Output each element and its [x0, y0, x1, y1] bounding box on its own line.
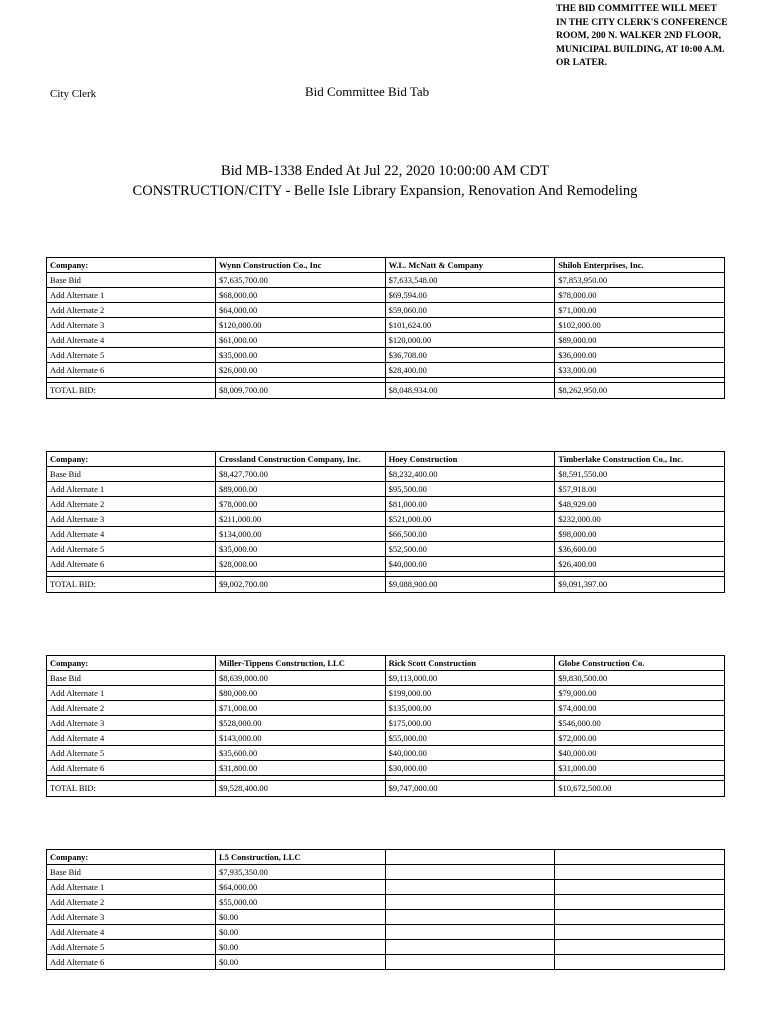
table-row [47, 542, 725, 557]
row-label: Add Alternate 4 [47, 333, 216, 348]
bid-amount: $81,000.00 [385, 497, 555, 512]
row-label: Base Bid [47, 273, 216, 288]
bid-amount: $36,000.00 [555, 348, 725, 363]
row-label: Add Alternate 4 [47, 731, 216, 746]
table-row [47, 955, 725, 970]
total-amount: $8,048,934.00 [385, 383, 555, 399]
bid-amount: $95,500.00 [385, 482, 555, 497]
company-name [555, 850, 725, 865]
row-label: Add Alternate 2 [47, 303, 216, 318]
table-row [47, 273, 725, 288]
table-row [47, 746, 725, 761]
bid-amount: $26,000.00 [216, 363, 386, 378]
total-amount: $9,091,397.00 [555, 577, 725, 593]
company-name: Timberlake Construction Co., Inc. [555, 452, 725, 467]
bid-amount [555, 925, 725, 940]
bid-amount: $78,000.00 [216, 497, 386, 512]
bid-amount: $102,000.00 [555, 318, 725, 333]
total-amount: $8,262,950.00 [555, 383, 725, 399]
bid-amount: $7,935,350.00 [216, 865, 386, 880]
bid-amount: $120,000.00 [216, 318, 386, 333]
row-label: Add Alternate 2 [47, 497, 216, 512]
bid-amount: $120,000.00 [385, 333, 555, 348]
bid-amount: $232,000.00 [555, 512, 725, 527]
bid-amount: $7,633,548.00 [385, 273, 555, 288]
bid-amount: $7,635,700.00 [216, 273, 386, 288]
bid-amount: $211,000.00 [216, 512, 386, 527]
table-row [47, 716, 725, 731]
total-row [47, 383, 725, 399]
bid-amount: $31,800.00 [216, 761, 386, 776]
table-row [47, 671, 725, 686]
company-name: Crossland Construction Company, Inc. [216, 452, 386, 467]
table-header-row [47, 850, 725, 865]
company-name [385, 850, 555, 865]
table-row [47, 895, 725, 910]
table-row [47, 482, 725, 497]
bid-amount: $55,000.00 [385, 731, 555, 746]
table-row [47, 940, 725, 955]
bid-amount [385, 925, 555, 940]
company-name: Hoey Construction [385, 452, 555, 467]
bid-amount: $79,000.00 [555, 686, 725, 701]
table-row [47, 303, 725, 318]
bid-amount: $528,000.00 [216, 716, 386, 731]
row-label: Add Alternate 3 [47, 318, 216, 333]
page-title: Bid Committee Bid Tab [305, 84, 430, 99]
row-label: Add Alternate 1 [47, 482, 216, 497]
row-label: Add Alternate 2 [47, 701, 216, 716]
table-header-row [47, 258, 725, 273]
bid-amount: $59,060.00 [385, 303, 555, 318]
bid-amount [555, 895, 725, 910]
table-row [47, 865, 725, 880]
bid-table-1 [46, 257, 725, 399]
bid-amount: $61,000.00 [216, 333, 386, 348]
bid-amount: $546,000.00 [555, 716, 725, 731]
row-label: Add Alternate 5 [47, 746, 216, 761]
total-amount: $9,747,000.00 [385, 781, 555, 797]
bid-amount: $28,000.00 [216, 557, 386, 572]
table-row [47, 318, 725, 333]
row-label: Base Bid [47, 671, 216, 686]
bid-amount [555, 955, 725, 970]
row-label: Add Alternate 2 [47, 895, 216, 910]
company-name: Wynn Construction Co., Inc [216, 258, 386, 273]
bid-amount [385, 955, 555, 970]
row-label: Add Alternate 4 [47, 527, 216, 542]
meeting-notice: THE BID COMMITTEE WILL MEET IN THE CITY CLERK'S CONFERENCE ROOM, 200 N. WALKER 2ND FLOOR, MUNICIPAL BUILDING, AT 10:00 A.M. OR LATER. [556, 4, 728, 68]
row-label: Add Alternate 3 [47, 910, 216, 925]
bid-amount: $35,000.00 [216, 348, 386, 363]
total-row [47, 577, 725, 593]
table-row [47, 701, 725, 716]
row-label: Add Alternate 3 [47, 716, 216, 731]
bid-amount: $69,594.00 [385, 288, 555, 303]
bid-amount: $72,000.00 [555, 731, 725, 746]
bid-amount: $35,000.00 [216, 542, 386, 557]
bid-amount: $521,000.00 [385, 512, 555, 527]
table-row [47, 527, 725, 542]
company-name: L5 Construction, LLC [216, 850, 386, 865]
bid-amount: $135,000.00 [385, 701, 555, 716]
table-row [47, 686, 725, 701]
bid-amount: $89,000.00 [216, 482, 386, 497]
table-row [47, 348, 725, 363]
company-label: Company: [47, 656, 216, 671]
bid-amount: $68,000.00 [216, 288, 386, 303]
row-label: Add Alternate 5 [47, 940, 216, 955]
bid-amount [555, 910, 725, 925]
bid-amount: $101,624.00 [385, 318, 555, 333]
table-row [47, 288, 725, 303]
bid-amount: $78,000.00 [555, 288, 725, 303]
total-label: TOTAL BID: [47, 383, 216, 399]
bid-amount: $40,000.00 [555, 746, 725, 761]
total-label: TOTAL BID: [47, 781, 216, 797]
bid-amount: $8,427,700.00 [216, 467, 386, 482]
row-label: Base Bid [47, 467, 216, 482]
bid-amount: $74,000.00 [555, 701, 725, 716]
company-name: Shiloh Enterprises, Inc. [555, 258, 725, 273]
row-label: Add Alternate 6 [47, 761, 216, 776]
bid-amount: $0.00 [216, 955, 386, 970]
company-label: Company: [47, 258, 216, 273]
bid-amount [385, 880, 555, 895]
city-clerk-label: City Clerk [50, 88, 97, 100]
bid-amount: $7,853,950.00 [555, 273, 725, 288]
table-header-row [47, 656, 725, 671]
bid-table-2 [46, 451, 725, 593]
bid-amount: $40,000.00 [385, 746, 555, 761]
bid-amount: $9,830,500.00 [555, 671, 725, 686]
bid-description-line: CONSTRUCTION/CITY - Belle Isle Library Expansion, Renovation And Remodeling [132, 183, 638, 199]
bid-amount: $48,929.00 [555, 497, 725, 512]
bid-amount: $55,000.00 [216, 895, 386, 910]
row-label: Base Bid [47, 865, 216, 880]
bid-amount: $0.00 [216, 925, 386, 940]
bid-amount: $36,708.00 [385, 348, 555, 363]
total-row [47, 781, 725, 797]
bid-amount: $64,000.00 [216, 880, 386, 895]
bid-amount: $52,500.00 [385, 542, 555, 557]
company-name: Globe Construction Co. [555, 656, 725, 671]
row-label: Add Alternate 5 [47, 542, 216, 557]
bid-amount: $40,000.00 [385, 557, 555, 572]
total-amount: $9,528,400.00 [216, 781, 386, 797]
bid-amount: $9,113,000.00 [385, 671, 555, 686]
table-row [47, 512, 725, 527]
bid-title-block [0, 161, 770, 201]
bid-number-line: Bid MB-1338 Ended At Jul 22, 2020 10:00:00 AM CDT [221, 163, 549, 179]
bid-amount: $71,000.00 [216, 701, 386, 716]
total-amount: $9,088,900.00 [385, 577, 555, 593]
bid-amount: $8,639,000.00 [216, 671, 386, 686]
row-label: Add Alternate 1 [47, 686, 216, 701]
bid-table-4 [46, 849, 725, 970]
row-label: Add Alternate 3 [47, 512, 216, 527]
bid-amount: $31,000.00 [555, 761, 725, 776]
company-label: Company: [47, 452, 216, 467]
bid-amount: $98,000.00 [555, 527, 725, 542]
bid-amount: $0.00 [216, 910, 386, 925]
bid-amount: $199,000.00 [385, 686, 555, 701]
table-row [47, 761, 725, 776]
row-label: Add Alternate 6 [47, 955, 216, 970]
total-label: TOTAL BID: [47, 577, 216, 593]
bid-amount: $35,600.00 [216, 746, 386, 761]
row-label: Add Alternate 1 [47, 880, 216, 895]
table-row [47, 880, 725, 895]
bid-amount: $89,000.00 [555, 333, 725, 348]
bid-amount: $28,400.00 [385, 363, 555, 378]
row-label: Add Alternate 4 [47, 925, 216, 940]
company-label: Company: [47, 850, 216, 865]
bid-amount: $64,000.00 [216, 303, 386, 318]
bid-amount: $175,000.00 [385, 716, 555, 731]
row-label: Add Alternate 1 [47, 288, 216, 303]
bid-amount [385, 895, 555, 910]
company-name: Rick Scott Construction [385, 656, 555, 671]
total-amount: $10,672,500.00 [555, 781, 725, 797]
bid-amount: $0.00 [216, 940, 386, 955]
bid-amount: $57,918.00 [555, 482, 725, 497]
company-name: W.L. McNatt & Company [385, 258, 555, 273]
bid-amount: $66,500.00 [385, 527, 555, 542]
bid-amount: $8,591,550.00 [555, 467, 725, 482]
bid-amount: $80,000.00 [216, 686, 386, 701]
table-row [47, 925, 725, 940]
bid-amount: $134,000.00 [216, 527, 386, 542]
table-row [47, 497, 725, 512]
table-row [47, 731, 725, 746]
bid-amount [555, 865, 725, 880]
row-label: Add Alternate 6 [47, 363, 216, 378]
bid-amount: $33,000.00 [555, 363, 725, 378]
bid-amount [385, 865, 555, 880]
table-header-row [47, 452, 725, 467]
table-row [47, 557, 725, 572]
bid-amount: $8,232,400.00 [385, 467, 555, 482]
row-label: Add Alternate 6 [47, 557, 216, 572]
bid-amount: $30,000.00 [385, 761, 555, 776]
company-name: Miller-Tippens Construction, LLC [216, 656, 386, 671]
bid-amount [385, 940, 555, 955]
bid-table-3 [46, 655, 725, 797]
bid-amount: $71,000.00 [555, 303, 725, 318]
bid-amount: $26,400.00 [555, 557, 725, 572]
row-label: Add Alternate 5 [47, 348, 216, 363]
table-row [47, 467, 725, 482]
bid-amount [385, 910, 555, 925]
total-amount: $9,002,700.00 [216, 577, 386, 593]
bid-amount: $36,600.00 [555, 542, 725, 557]
total-amount: $8,009,700.00 [216, 383, 386, 399]
bid-amount [555, 940, 725, 955]
table-row [47, 910, 725, 925]
bid-amount [555, 880, 725, 895]
table-row [47, 333, 725, 348]
bid-amount: $143,000.00 [216, 731, 386, 746]
table-row [47, 363, 725, 378]
